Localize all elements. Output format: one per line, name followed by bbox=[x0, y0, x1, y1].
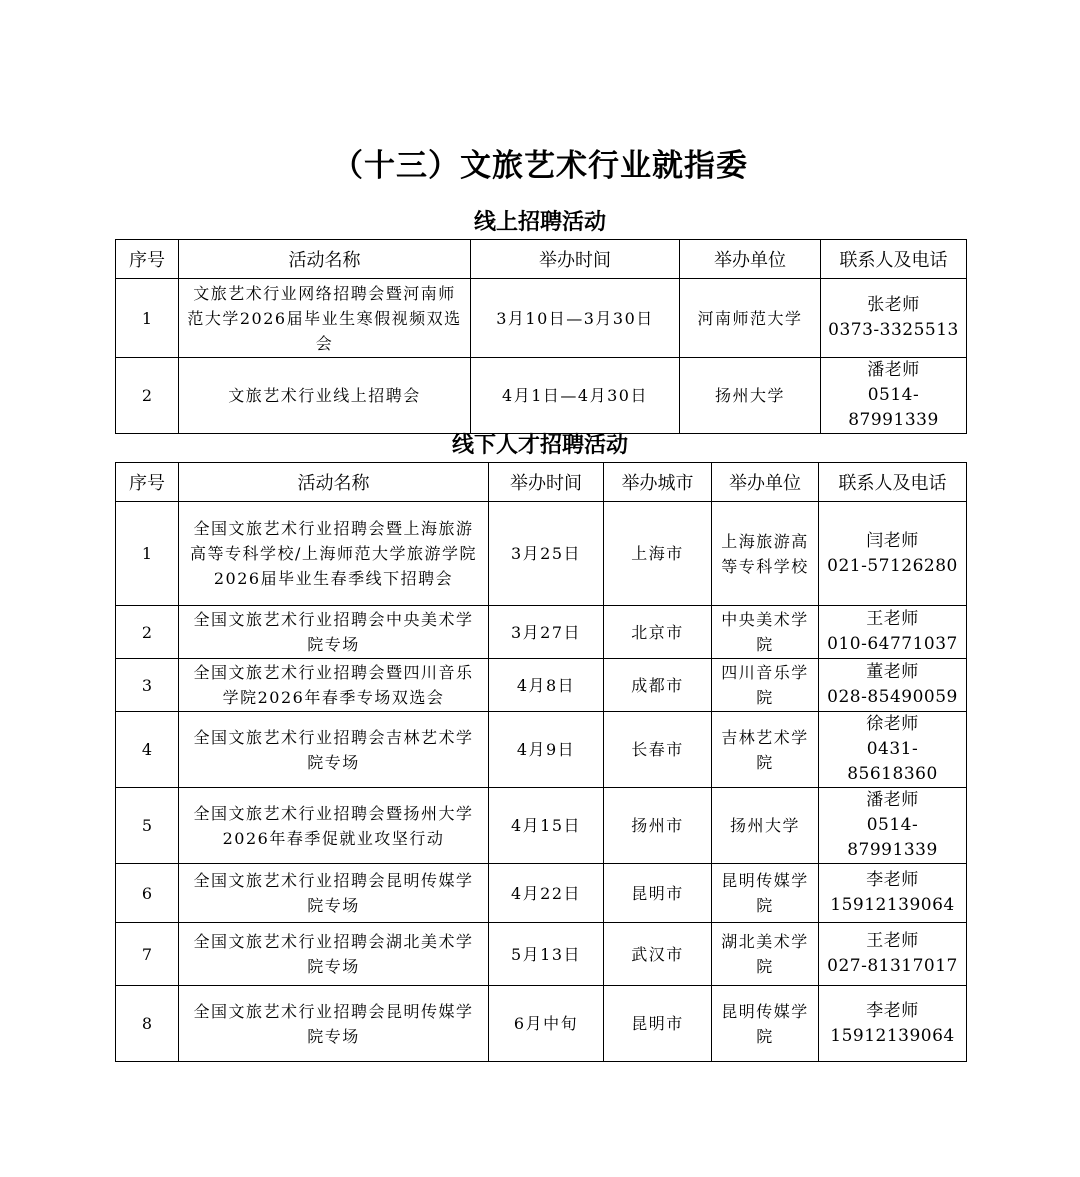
row-host: 扬州大学 bbox=[680, 358, 821, 434]
contact-name: 李老师 bbox=[866, 1000, 919, 1021]
table-row bbox=[116, 864, 967, 923]
header-no: 序号 bbox=[116, 463, 179, 502]
row-contact bbox=[819, 606, 967, 659]
online-section-title: 线上招聘活动 bbox=[473, 210, 606, 235]
row-city: 长春市 bbox=[604, 712, 712, 788]
row-no: 4 bbox=[116, 712, 179, 788]
row-host: 扬州大学 bbox=[712, 788, 819, 864]
row-time: 6月中旬 bbox=[489, 986, 604, 1062]
table-row bbox=[116, 279, 967, 358]
row-host: 昆明传媒学院 bbox=[712, 986, 819, 1062]
row-city: 武汉市 bbox=[604, 923, 712, 986]
row-time: 4月22日 bbox=[489, 864, 604, 923]
row-time: 4月1日—4月30日 bbox=[471, 358, 680, 434]
contact-phone: 0514-87991339 bbox=[848, 385, 939, 430]
contact-name: 潘老师 bbox=[867, 360, 920, 380]
row-host: 中央美术学院 bbox=[712, 606, 819, 659]
row-city: 昆明市 bbox=[604, 986, 712, 1062]
contact-name: 张老师 bbox=[867, 295, 920, 315]
contact-phone: 0431-85618360 bbox=[847, 739, 938, 784]
row-activity-name: 全国文旅艺术行业招聘会暨扬州大学2026年春季促就业攻坚行动 bbox=[179, 788, 489, 864]
row-time: 4月9日 bbox=[489, 712, 604, 788]
contact-name: 徐老师 bbox=[866, 714, 919, 734]
row-city: 昆明市 bbox=[604, 864, 712, 923]
header-activity-name: 活动名称 bbox=[179, 240, 471, 279]
online-recruitment-table bbox=[115, 239, 967, 434]
row-time: 4月15日 bbox=[489, 788, 604, 864]
table-row bbox=[116, 923, 967, 986]
contact-phone: 021-57126280 bbox=[827, 555, 958, 576]
contact-name: 潘老师 bbox=[866, 790, 919, 810]
row-no: 8 bbox=[116, 986, 179, 1062]
row-no: 2 bbox=[116, 606, 179, 659]
row-city: 扬州市 bbox=[604, 788, 712, 864]
header-contact: 联系人及电话 bbox=[819, 463, 967, 502]
row-host: 上海旅游高等专科学校 bbox=[712, 502, 819, 606]
contact-phone: 028-85490059 bbox=[827, 687, 958, 707]
row-host: 昆明传媒学院 bbox=[712, 864, 819, 923]
contact-phone: 0514-87991339 bbox=[847, 815, 938, 860]
row-contact bbox=[819, 659, 967, 712]
table-row bbox=[116, 986, 967, 1062]
row-city: 上海市 bbox=[604, 502, 712, 606]
row-no: 1 bbox=[116, 279, 179, 358]
header-host: 举办单位 bbox=[712, 463, 819, 502]
row-no: 5 bbox=[116, 788, 179, 864]
row-time: 5月13日 bbox=[489, 923, 604, 986]
contact-name: 李老师 bbox=[866, 870, 919, 890]
header-no: 序号 bbox=[116, 240, 179, 279]
contact-name: 闫老师 bbox=[866, 530, 919, 551]
row-activity-name: 全国文旅艺术行业招聘会昆明传媒学院专场 bbox=[179, 986, 489, 1062]
contact-name: 王老师 bbox=[866, 609, 919, 629]
row-contact bbox=[819, 502, 967, 606]
contact-name: 王老师 bbox=[866, 931, 919, 951]
table-header-row bbox=[116, 240, 967, 279]
table-row bbox=[116, 502, 967, 606]
row-activity-name: 文旅艺术行业网络招聘会暨河南师范大学2026届毕业生寒假视频双选会 bbox=[179, 279, 471, 358]
header-activity-name: 活动名称 bbox=[179, 463, 489, 502]
contact-phone: 15912139064 bbox=[830, 1025, 955, 1046]
table-row bbox=[116, 358, 967, 434]
row-contact bbox=[819, 864, 967, 923]
offline-recruitment-table bbox=[115, 462, 967, 1062]
row-contact bbox=[819, 712, 967, 788]
table-row bbox=[116, 606, 967, 659]
contact-phone: 010-64771037 bbox=[827, 634, 958, 654]
contact-phone: 15912139064 bbox=[830, 895, 955, 915]
table-row bbox=[116, 788, 967, 864]
header-contact: 联系人及电话 bbox=[821, 240, 967, 279]
row-city: 成都市 bbox=[604, 659, 712, 712]
row-host: 河南师范大学 bbox=[680, 279, 821, 358]
offline-section-title: 线下人才招聘活动 bbox=[451, 433, 628, 458]
row-activity-name: 全国文旅艺术行业招聘会湖北美术学院专场 bbox=[179, 923, 489, 986]
row-contact bbox=[819, 788, 967, 864]
row-no: 1 bbox=[116, 502, 179, 606]
row-activity-name: 全国文旅艺术行业招聘会暨上海旅游高等专科学校/上海师范大学旅游学院2026届毕业生春季线下招聘会 bbox=[179, 502, 489, 606]
row-contact bbox=[819, 923, 967, 986]
row-activity-name: 全国文旅艺术行业招聘会中央美术学院专场 bbox=[179, 606, 489, 659]
row-contact bbox=[819, 986, 967, 1062]
row-time: 4月8日 bbox=[489, 659, 604, 712]
row-activity-name: 全国文旅艺术行业招聘会暨四川音乐学院2026年春季专场双选会 bbox=[179, 659, 489, 712]
row-no: 3 bbox=[116, 659, 179, 712]
header-city: 举办城市 bbox=[604, 463, 712, 502]
row-time: 3月25日 bbox=[489, 502, 604, 606]
row-host: 湖北美术学院 bbox=[712, 923, 819, 986]
header-host: 举办单位 bbox=[680, 240, 821, 279]
row-activity-name: 文旅艺术行业线上招聘会 bbox=[179, 358, 471, 434]
table-header-row bbox=[116, 463, 967, 502]
header-time: 举办时间 bbox=[489, 463, 604, 502]
row-contact bbox=[821, 358, 967, 434]
row-activity-name: 全国文旅艺术行业招聘会吉林艺术学院专场 bbox=[179, 712, 489, 788]
row-city: 北京市 bbox=[604, 606, 712, 659]
row-no: 2 bbox=[116, 358, 179, 434]
contact-phone: 0373-3325513 bbox=[828, 320, 959, 340]
row-host: 吉林艺术学院 bbox=[712, 712, 819, 788]
table-row bbox=[116, 712, 967, 788]
contact-name: 董老师 bbox=[866, 662, 919, 682]
row-host: 四川音乐学院 bbox=[712, 659, 819, 712]
row-time: 3月27日 bbox=[489, 606, 604, 659]
row-no: 7 bbox=[116, 923, 179, 986]
page-title: （十三）文旅艺术行业就指委 bbox=[332, 148, 748, 184]
row-activity-name: 全国文旅艺术行业招聘会昆明传媒学院专场 bbox=[179, 864, 489, 923]
contact-phone: 027-81317017 bbox=[827, 956, 958, 976]
header-time: 举办时间 bbox=[471, 240, 680, 279]
table-row bbox=[116, 659, 967, 712]
row-time: 3月10日—3月30日 bbox=[471, 279, 680, 358]
row-contact bbox=[821, 279, 967, 358]
row-no: 6 bbox=[116, 864, 179, 923]
